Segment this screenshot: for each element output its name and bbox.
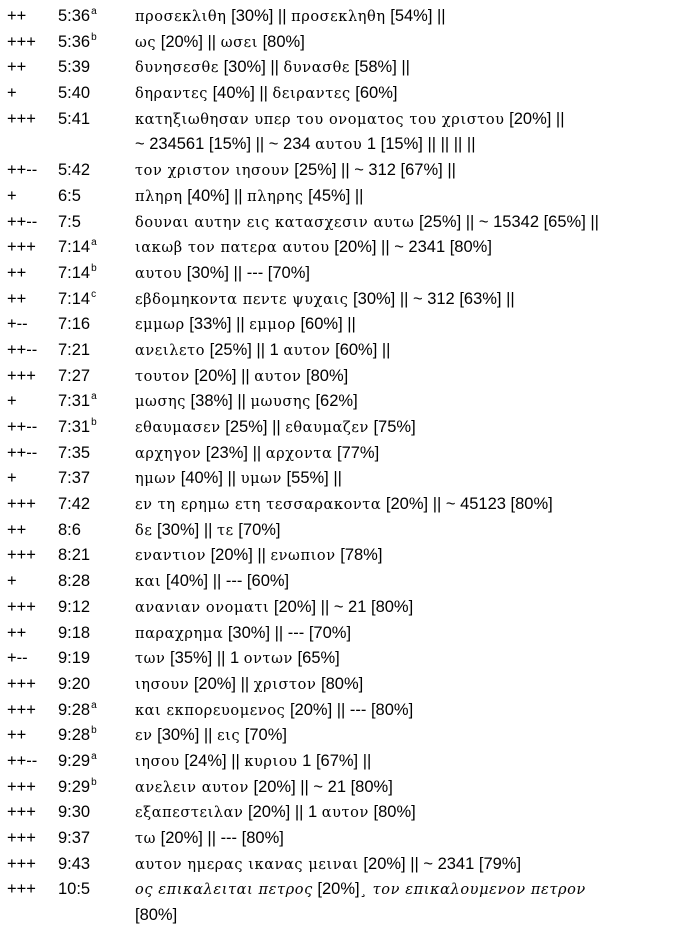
greek-reading: εβδομηκοντα πεντε ψυχαις <box>135 291 349 308</box>
variant-text <box>135 81 397 108</box>
verse-superscript: a <box>91 391 97 403</box>
variant-text <box>135 389 358 416</box>
percentage-text: [30%] || <box>219 58 284 77</box>
greek-reading: εναντιον <box>135 548 206 565</box>
percentage-text: [80%] <box>258 32 305 51</box>
percentage-text: [40%] || <box>176 469 241 488</box>
percentage-text: [70%] <box>240 726 287 745</box>
verse-reference <box>58 235 97 263</box>
greek-reading: εν <box>135 728 153 745</box>
variant-text <box>135 30 305 57</box>
percentage-text: [20%] || <box>156 32 221 51</box>
variant-row <box>0 852 696 878</box>
greek-reading: αυτου <box>135 265 183 282</box>
greek-reading: τον χριστον ιησουν <box>135 163 290 180</box>
verse-number: 9:29 <box>58 777 91 796</box>
greek-reading: προσεκλιθη <box>135 9 227 25</box>
verse-reference <box>58 30 97 58</box>
verse-reference <box>58 158 90 184</box>
percentage-text: [75%] <box>368 418 416 436</box>
verse-number: 7:16 <box>58 315 91 334</box>
verse-superscript: b <box>91 725 97 737</box>
verse-reference <box>58 364 90 390</box>
rating-mark: ++-- <box>7 418 38 436</box>
variant-text <box>135 877 586 904</box>
greek-reading: δυνασθε <box>283 60 351 77</box>
percentage-text: [20%] || ~ 45123 [80%] <box>381 495 553 514</box>
rating-mark: +++ <box>7 238 36 257</box>
verse-reference <box>58 775 97 803</box>
verse-reference <box>58 107 90 133</box>
verse-number: 7:31 <box>58 418 91 436</box>
variant-text <box>135 415 416 442</box>
verse-number: 9:28 <box>58 700 91 719</box>
variant-row <box>0 107 696 133</box>
rating-mark: + <box>7 84 17 103</box>
percentage-text: [20%] <box>312 880 360 899</box>
verse-reference <box>58 877 90 903</box>
verse-reference <box>58 415 97 443</box>
variant-row <box>0 55 696 81</box>
verse-number: 9:19 <box>58 649 91 668</box>
percentage-text: [30%] || --- [70%] <box>182 263 310 282</box>
variant-row <box>0 800 696 826</box>
verse-number: 5:40 <box>58 84 91 103</box>
percentage-text: [45%] || <box>303 186 364 205</box>
verse-superscript: c <box>91 288 97 300</box>
variant-row <box>0 287 696 313</box>
percentage-text: [20%] || <box>189 674 254 693</box>
percentage-text: [20%] || ~ 21 [80%] <box>269 597 414 616</box>
rating-mark: +++ <box>7 495 36 514</box>
variant-row <box>0 672 696 698</box>
greek-reading: ανειλετο <box>135 342 206 359</box>
percentage-text: [58%] || <box>350 58 410 77</box>
variant-text <box>135 723 287 750</box>
percentage-text: [80%] <box>316 674 364 693</box>
greek-reading: εθαυμαζεν <box>285 420 369 436</box>
percentage-text: [20%] || ~ 21 [80%] <box>248 777 393 796</box>
verse-reference <box>58 81 90 107</box>
greek-reading: ημων <box>135 471 177 488</box>
greek-reading: παραχρημα <box>135 625 224 642</box>
rating-mark: + <box>7 392 17 411</box>
rating-mark: + <box>7 572 17 591</box>
greek-reading: αρχηγον <box>135 445 202 462</box>
variant-text <box>135 441 379 468</box>
verse-number: 5:39 <box>58 58 91 77</box>
greek-reading: αυτον <box>254 368 302 385</box>
greek-reading: υμων <box>240 471 282 488</box>
greek-reading: ως <box>135 34 157 51</box>
verse-number: 7:14 <box>58 238 91 257</box>
greek-reading: ενωπιον <box>270 548 336 565</box>
verse-number: 7:42 <box>58 495 91 514</box>
variant-row <box>0 723 696 749</box>
greek-reading: και <box>135 574 162 591</box>
rating-mark: + <box>7 469 17 488</box>
verse-number: 9:29 <box>58 751 91 770</box>
percentage-text: [20%] || <box>206 546 271 565</box>
rating-mark: +++ <box>7 854 36 873</box>
percentage-text: [62%] <box>310 392 358 411</box>
variant-row <box>0 466 696 492</box>
rating-mark: ++ <box>7 263 27 282</box>
greek-reading: κυριου <box>244 753 298 770</box>
verse-reference <box>58 441 90 467</box>
rating-mark: +++ <box>7 597 36 616</box>
variant-row <box>0 81 696 107</box>
greek-reading: τε <box>216 522 234 539</box>
percentage-text: [30%] || <box>152 520 217 539</box>
percentage-text: [25%] || 1 <box>205 340 284 359</box>
greek-reading: ανελειν αυτον <box>135 779 249 796</box>
greek-reading: ¸ <box>359 882 373 899</box>
percentage-text: [30%] || <box>152 726 218 745</box>
percentage-text: [78%] <box>335 546 383 565</box>
verse-reference <box>58 312 90 338</box>
percentage-text: [35%] || 1 <box>165 649 244 668</box>
variant-row <box>0 621 696 647</box>
percentage-text: [30%] || ~ 312 [63%] || <box>348 289 515 308</box>
variant-text <box>135 338 390 365</box>
rating-mark: ++-- <box>7 443 38 462</box>
variant-text <box>135 261 310 288</box>
rating-mark: ++-- <box>7 751 38 770</box>
verse-number: 5:36 <box>58 32 91 51</box>
greek-reading: εμμωρ <box>135 317 185 334</box>
verse-reference <box>58 826 90 852</box>
variant-text <box>135 364 348 391</box>
percentage-text: [40%] || --- [60%] <box>161 572 290 591</box>
verse-superscript: a <box>91 6 97 17</box>
variant-text <box>135 184 363 211</box>
greek-reading: ανανιαν ονοματι <box>135 599 270 616</box>
verse-number: 9:43 <box>58 854 91 873</box>
variant-row <box>0 132 696 158</box>
percentage-text: [24%] || <box>179 751 245 770</box>
greek-reading: ιησουν <box>135 676 190 693</box>
verse-number: 9:12 <box>58 597 91 616</box>
variant-row <box>0 30 696 56</box>
variant-text <box>135 132 476 159</box>
variant-text <box>135 158 456 185</box>
verse-number: 8:6 <box>58 520 81 539</box>
percentage-text: [54%] || <box>385 7 446 25</box>
greek-reading: ιησου <box>135 753 180 770</box>
verse-number: 5:41 <box>58 109 91 128</box>
variant-row <box>0 595 696 621</box>
variant-text <box>135 749 371 776</box>
greek-reading: τον επικαλουμενον πετρον <box>372 882 586 899</box>
variant-text <box>135 775 393 802</box>
verse-superscript: b <box>91 262 97 274</box>
rating-mark: + <box>7 186 17 205</box>
rating-mark: ++ <box>7 726 27 745</box>
variant-row <box>0 492 696 518</box>
variant-row <box>0 4 696 30</box>
percentage-text: [20%] || ~ 2341 [80%] <box>329 238 492 257</box>
verse-number: 9:20 <box>58 674 91 693</box>
verse-reference <box>58 672 90 698</box>
verse-reference <box>58 852 90 878</box>
variant-row <box>0 518 696 544</box>
verse-reference <box>58 800 90 826</box>
verse-number: 9:30 <box>58 803 91 822</box>
variant-list <box>0 4 696 929</box>
percentage-text: [23%] || <box>201 443 266 462</box>
percentage-text: [20%] || <box>189 366 255 385</box>
variant-row <box>0 569 696 595</box>
variant-text <box>135 569 289 596</box>
percentage-text: [80%] <box>135 906 178 925</box>
greek-reading: χριστον <box>253 676 317 693</box>
percentage-text: ~ 234561 [15%] || ~ 234 <box>135 135 316 154</box>
variant-text <box>135 210 599 237</box>
percentage-text: [65%] <box>292 649 340 668</box>
verse-superscript: a <box>91 237 97 249</box>
rating-mark: +++ <box>7 546 36 565</box>
percentage-text: [30%] || --- [70%] <box>223 623 352 642</box>
verse-reference <box>58 4 97 32</box>
verse-reference <box>58 210 81 236</box>
greek-reading: αυτον ημερας ικανας μειναι <box>135 856 359 873</box>
greek-reading: εξαπεστειλαν <box>135 805 244 822</box>
verse-reference <box>58 466 90 492</box>
verse-number: 9:28 <box>58 726 91 745</box>
verse-reference <box>58 569 90 595</box>
percentage-text: [40%] || <box>182 186 248 205</box>
variant-row <box>0 364 696 390</box>
percentage-text: [30%] || <box>226 7 292 25</box>
greek-reading: εν τη ερημω ετη τεσσαρακοντα <box>135 497 382 514</box>
verse-superscript: b <box>91 776 97 788</box>
greek-reading: δειραντες <box>272 86 351 103</box>
verse-reference <box>58 492 90 518</box>
verse-reference <box>58 595 90 621</box>
rating-mark: ++-- <box>7 212 38 231</box>
variant-text <box>135 235 492 262</box>
verse-number: 7:37 <box>58 469 91 488</box>
rating-mark: +++ <box>7 803 36 822</box>
greek-reading: δυνησεσθε <box>135 60 219 77</box>
verse-number: 7:27 <box>58 366 91 385</box>
variant-text <box>135 646 340 673</box>
verse-number: 7:14 <box>58 289 91 308</box>
variant-row <box>0 415 696 441</box>
percentage-text: [20%] || --- [80%] <box>285 700 414 719</box>
greek-reading: τω <box>135 831 157 847</box>
rating-mark: +++ <box>7 366 36 385</box>
percentage-text: [20%] || 1 <box>243 803 322 822</box>
percentage-text: [40%] || <box>208 84 273 103</box>
verse-number: 10:5 <box>58 880 91 899</box>
rating-mark: +++ <box>7 777 36 796</box>
percentage-text: [25%] || ~ 312 [67%] || <box>289 161 456 180</box>
variant-text <box>135 621 351 648</box>
verse-reference <box>58 55 90 81</box>
verse-number: 8:21 <box>58 546 91 565</box>
verse-reference <box>58 698 97 726</box>
variant-text <box>135 55 410 82</box>
rating-mark: +++ <box>7 829 36 847</box>
rating-mark: +-- <box>7 315 28 334</box>
variant-text <box>135 466 342 493</box>
verse-reference <box>58 287 96 315</box>
verse-reference <box>58 621 90 647</box>
verse-reference <box>58 184 81 210</box>
percentage-text: [55%] || <box>281 469 342 488</box>
percentage-text: [38%] || <box>185 392 251 411</box>
greek-reading: και εκπορευομενος <box>135 702 286 719</box>
percentage-text: [60%] <box>350 84 398 103</box>
greek-reading: μωυσης <box>250 394 311 411</box>
greek-reading: εις <box>217 728 241 745</box>
variant-row <box>0 235 696 261</box>
variant-row <box>0 877 696 903</box>
verse-number: 7:14 <box>58 263 91 282</box>
variant-text <box>135 492 553 519</box>
greek-reading: προσεκληθη <box>291 9 386 25</box>
percentage-text: [60%] || <box>330 340 391 359</box>
rating-mark: ++ <box>7 289 27 308</box>
variant-row <box>0 261 696 287</box>
variant-text <box>135 595 413 622</box>
greek-reading: εθαυμασεν <box>135 420 221 436</box>
variant-row <box>0 698 696 724</box>
percentage-text: [25%] || <box>220 418 286 436</box>
greek-reading: μωσης <box>135 394 186 411</box>
verse-number: 7:31 <box>58 392 91 411</box>
greek-reading: τουτον <box>135 368 190 385</box>
rating-mark: +++ <box>7 674 36 693</box>
variant-text <box>135 312 356 339</box>
variant-text <box>135 826 284 853</box>
rating-mark: +++ <box>7 700 36 719</box>
verse-reference <box>58 723 97 751</box>
greek-reading: αυτου <box>315 137 363 154</box>
percentage-text: [80%] <box>301 366 349 385</box>
variant-row <box>0 312 696 338</box>
variant-row <box>0 184 696 210</box>
greek-reading: πληρη <box>135 188 183 205</box>
greek-reading: αυτον <box>321 805 369 822</box>
percentage-text: [80%] <box>368 803 416 822</box>
rating-mark: ++ <box>7 520 27 539</box>
verse-number: 9:18 <box>58 623 91 642</box>
variant-text <box>135 852 521 879</box>
greek-reading: εμμορ <box>249 317 296 334</box>
rating-mark: +-- <box>7 649 28 668</box>
variant-text <box>135 518 281 545</box>
percentage-text: [33%] || <box>184 315 250 334</box>
variant-text <box>135 543 382 570</box>
greek-reading: ιακωβ τον πατερα αυτου <box>135 240 330 257</box>
verse-reference <box>58 261 97 289</box>
variant-text <box>135 107 565 134</box>
variant-row <box>0 389 696 415</box>
greek-reading: κατηξιωθησαν υπερ του ονοματος του χριστου <box>135 111 505 128</box>
percentage-text: [20%] || <box>504 109 565 128</box>
rating-mark: +++ <box>7 32 36 51</box>
variant-row <box>0 338 696 364</box>
rating-mark: ++ <box>7 58 27 77</box>
verse-reference <box>58 749 97 777</box>
verse-number: 5:42 <box>58 161 91 180</box>
variant-row <box>0 749 696 775</box>
greek-reading: δηραντες <box>135 86 209 103</box>
verse-reference <box>58 389 97 417</box>
variant-row <box>0 441 696 467</box>
verse-superscript: b <box>91 31 97 43</box>
greek-reading: αυτον <box>283 342 331 359</box>
verse-superscript: a <box>91 699 97 711</box>
variant-text <box>135 698 413 725</box>
greek-reading: ωσει <box>220 34 259 51</box>
verse-number: 6:5 <box>58 186 81 205</box>
rating-mark: ++ <box>7 623 27 642</box>
verse-superscript: b <box>91 417 97 428</box>
variant-row <box>0 543 696 569</box>
percentage-text: [25%] || ~ 15342 [65%] || <box>414 212 599 231</box>
verse-reference <box>58 518 81 544</box>
rating-mark: ++-- <box>7 340 38 359</box>
variant-row <box>0 158 696 184</box>
verse-number: 7:21 <box>58 340 91 359</box>
variant-row <box>0 210 696 236</box>
variant-row <box>0 826 696 852</box>
verse-number: 9:37 <box>58 829 91 847</box>
variant-text <box>135 4 446 31</box>
greek-reading: δε <box>135 522 153 539</box>
verse-reference <box>58 646 90 672</box>
rating-mark: ++-- <box>7 161 38 180</box>
variant-text <box>135 800 416 827</box>
variant-text <box>135 672 363 699</box>
verse-number: 5:36 <box>58 7 91 25</box>
verse-reference <box>58 338 90 364</box>
greek-reading: των <box>135 651 166 668</box>
percentage-text: 1 [15%] || || || || <box>362 135 476 154</box>
percentage-text: [70%] <box>233 520 281 539</box>
greek-reading: πληρης <box>247 188 304 205</box>
percentage-text: [20%] || ~ 2341 [79%] <box>358 854 522 873</box>
verse-superscript: a <box>91 750 97 762</box>
variant-row <box>0 646 696 672</box>
greek-reading: οντων <box>243 651 293 668</box>
verse-reference <box>58 543 90 569</box>
percentage-text: [20%] || --- [80%] <box>156 829 284 847</box>
rating-mark: +++ <box>7 109 36 128</box>
greek-reading: δουναι αυτην εις κατασχεσιν αυτω <box>135 214 415 231</box>
percentage-text: 1 [67%] || <box>297 751 372 770</box>
verse-number: 7:5 <box>58 212 81 231</box>
verse-number: 8:28 <box>58 572 91 591</box>
percentage-text: [60%] || <box>295 315 356 334</box>
greek-reading: αρχοντα <box>265 445 333 462</box>
greek-reading: ος επικαλειται πετρος <box>135 882 313 899</box>
rating-mark: +++ <box>7 880 36 899</box>
variant-row <box>0 775 696 801</box>
verse-number: 7:35 <box>58 443 91 462</box>
percentage-text: [77%] <box>332 443 380 462</box>
variant-text <box>135 287 515 314</box>
rating-mark: ++ <box>7 7 27 25</box>
